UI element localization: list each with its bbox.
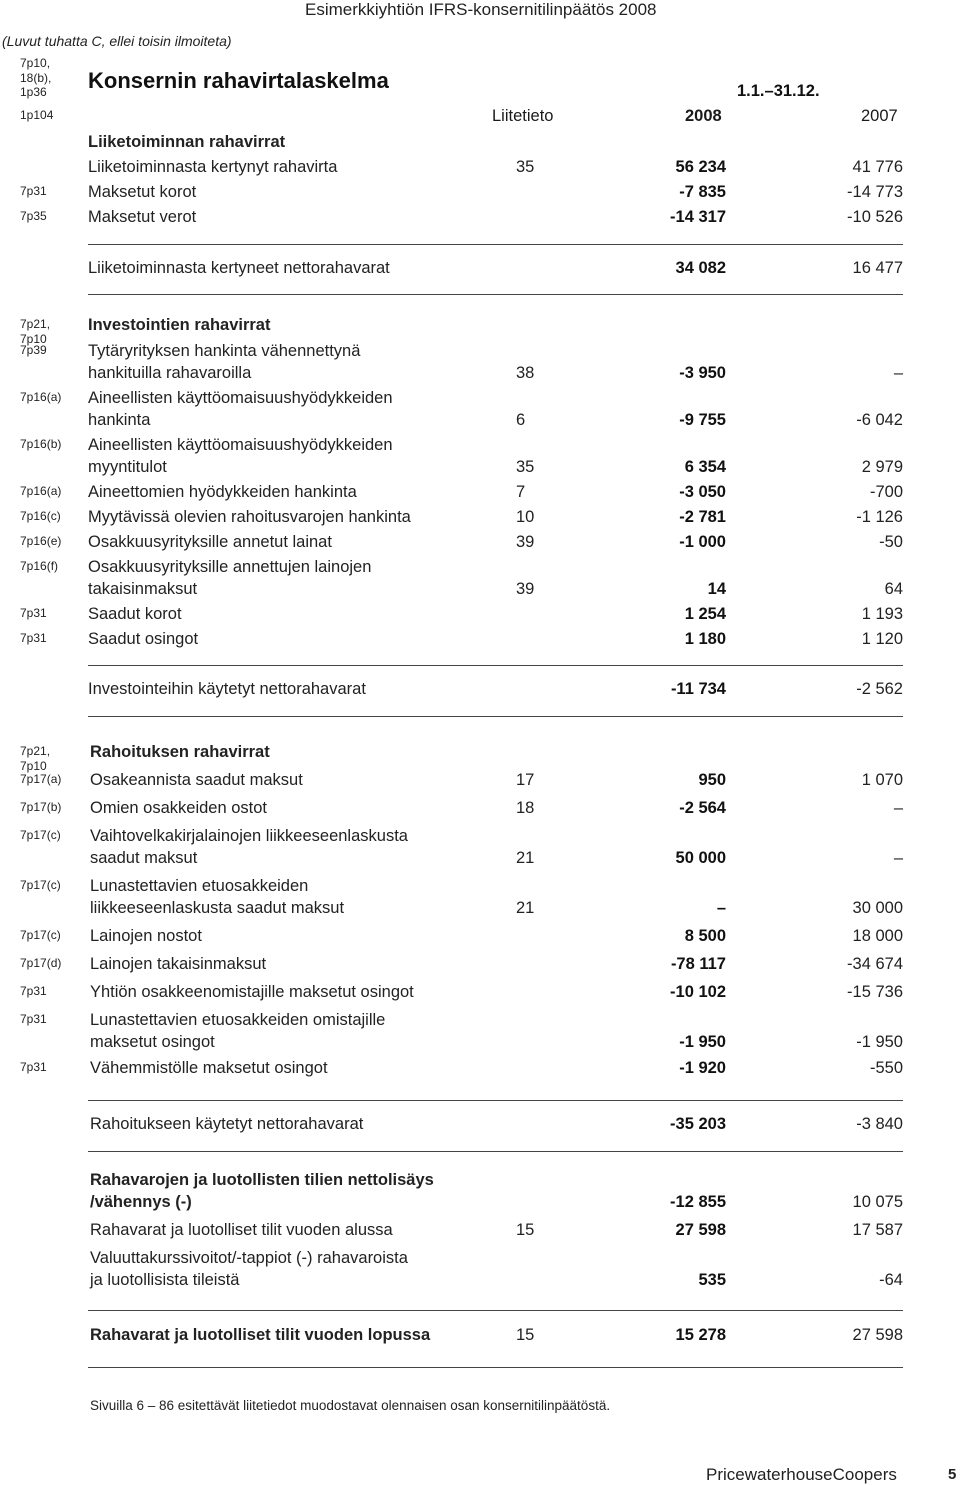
row-value-2007: -550	[869, 1059, 903, 1077]
row-reference: 7p17(b)	[20, 800, 62, 814]
row-value-2008: -3 050	[679, 483, 726, 501]
row-value-2007: -50	[879, 533, 903, 551]
row-label: Myytävissä olevien rahoitusvarojen hankinta	[88, 508, 411, 526]
row-value-2007: 2 979	[861, 458, 903, 476]
row-label: Osakkuusyrityksille annettujen lainojen takaisinmaksut	[88, 558, 372, 598]
row-value-2007: 64	[884, 580, 903, 598]
row-label: Investointeihin käytetyt nettorahavarat	[88, 680, 366, 698]
row-label: Lainojen takaisinmaksut	[90, 955, 267, 973]
row-value-2007: –	[893, 364, 903, 382]
row-label: Aineellisten käyttöomaisuushyödykkeiden hankinta	[88, 389, 393, 429]
row-value-2007: 16 477	[852, 259, 903, 277]
row-value-2008: -1 000	[679, 533, 726, 551]
row-note: 15	[516, 1326, 535, 1344]
row-reference: 7p17(c)	[20, 928, 61, 942]
row-value-2007: -15 736	[847, 983, 903, 1001]
row-reference: 7p31	[20, 184, 47, 198]
row-value-2008: -78 117	[670, 955, 726, 973]
row-value-2007: –	[893, 849, 903, 867]
row-value-2007: 27 598	[852, 1326, 903, 1344]
row-reference: 7p16(b)	[20, 437, 62, 451]
row-label: Rahavarojen ja luotollisten tilien nettolisäys /vähennys (-)	[90, 1171, 434, 1211]
divider	[88, 1100, 903, 1101]
row-value-2007: -6 042	[856, 411, 903, 429]
row-reference: 7p31	[20, 631, 47, 645]
row-value-2008: -2 564	[679, 799, 726, 817]
row-label: Investointien rahavirrat	[88, 316, 271, 334]
row-label: Osakeannista saadut maksut	[90, 771, 303, 789]
row-note: 10	[516, 508, 535, 526]
row-value-2008: 950	[698, 771, 726, 789]
row-value-2007: -1 126	[856, 508, 903, 526]
row-note: 7	[516, 483, 526, 501]
divider	[88, 1367, 903, 1368]
column-header-note: Liitetieto	[492, 107, 554, 125]
row-label: Vaihtovelkakirjalainojen liikkeeseenlaskusta saadut maksut	[90, 827, 408, 867]
row-reference: 7p35	[20, 209, 47, 223]
row-label: Rahavarat ja luotolliset tilit vuoden lopussa	[90, 1326, 431, 1344]
row-label: Liiketoiminnasta kertyneet nettorahavarat	[88, 259, 390, 277]
row-value-2008: -3 950	[679, 364, 726, 382]
row-note: 39	[516, 580, 535, 598]
row-reference: 7p17(c)	[20, 828, 61, 842]
row-reference: 7p39	[20, 343, 47, 357]
row-reference: 7p31	[20, 1060, 47, 1074]
row-value-2008: -1 950	[679, 1033, 726, 1051]
row-label: Yhtiön osakkeenomistajille maksetut osingot	[90, 983, 414, 1001]
row-label: Osakkuusyrityksille annetut lainat	[88, 533, 332, 551]
row-value-2007: 1 193	[861, 605, 903, 623]
row-note: 35	[516, 158, 535, 176]
row-label: Liiketoiminnasta kertynyt rahavirta	[88, 158, 338, 176]
row-label: Liiketoiminnan rahavirrat	[88, 133, 286, 151]
row-value-2008: 15 278	[675, 1326, 726, 1344]
row-value-2008: -1 920	[679, 1059, 726, 1077]
row-label: Vähemmistölle maksetut osingot	[90, 1059, 328, 1077]
row-value-2007: -14 773	[847, 183, 903, 201]
row-value-2007: -10 526	[847, 208, 903, 226]
row-note: 35	[516, 458, 535, 476]
column-header-2007: 2007	[861, 107, 898, 125]
row-value-2008: 50 000	[675, 849, 726, 867]
row-value-2008: -11 734	[670, 680, 726, 698]
row-label: Maksetut verot	[88, 208, 197, 226]
row-note: 18	[516, 799, 535, 817]
row-reference: 7p17(d)	[20, 956, 62, 970]
row-value-2008: 535	[698, 1271, 726, 1289]
divider	[88, 244, 903, 245]
row-value-2008: 6 354	[684, 458, 726, 476]
row-value-2007: -700	[869, 483, 903, 501]
divider	[88, 665, 903, 666]
row-label: Rahavarat ja luotolliset tilit vuoden alussa	[90, 1221, 393, 1239]
row-label: Lainojen nostot	[90, 927, 202, 945]
column-header-2008: 2008	[685, 107, 722, 125]
row-value-2008: 1 254	[684, 605, 726, 623]
period-label: 1.1.–31.12.	[737, 82, 820, 100]
footer-brand: PricewaterhouseCoopers	[706, 1465, 897, 1484]
row-value-2007: 18 000	[852, 927, 903, 945]
row-reference: 7p31	[20, 606, 47, 620]
row-note: 6	[516, 411, 526, 429]
footnote: Sivuilla 6 – 86 esitettävät liitetiedot muodostavat olennaisen osan konsernitilinpäätöstä.	[90, 1398, 611, 1413]
row-label: Maksetut korot	[88, 183, 197, 201]
row-note: 21	[516, 899, 535, 917]
row-label: Omien osakkeiden ostot	[90, 799, 268, 817]
report-header-title: Esimerkkiyhtiön IFRS-konsernitilinpäätös 2008	[305, 0, 657, 19]
row-value-2007: 10 075	[852, 1193, 903, 1211]
row-label: Lunastettavien etuosakkeiden omistajille maksetut osingot	[90, 1011, 386, 1051]
row-value-2008: -14 317	[670, 208, 726, 226]
row-label: Saadut korot	[88, 605, 182, 623]
row-label: Lunastettavien etuosakkeiden liikkeeseenlaskusta saadut maksut	[90, 877, 345, 917]
row-value-2007: -34 674	[847, 955, 903, 973]
row-reference: 7p16(e)	[20, 534, 62, 548]
row-value-2007: -64	[879, 1271, 903, 1289]
divider	[88, 1310, 903, 1311]
row-label: Rahoituksen rahavirrat	[90, 743, 270, 761]
row-reference: 7p21, 7p10	[20, 317, 51, 346]
column-header-reference: 1p104	[20, 108, 54, 122]
row-value-2007: 1 120	[861, 630, 903, 648]
row-value-2007: 41 776	[852, 158, 903, 176]
row-label: Valuuttakurssivoitot/-tappiot (-) rahavaroista ja luotollisista tileistä	[90, 1249, 408, 1289]
units-note: (Luvut tuhatta C, ellei toisin ilmoiteta)	[2, 33, 232, 49]
row-value-2008: -2 781	[679, 508, 726, 526]
row-value-2008: 14	[707, 580, 726, 598]
row-value-2007: 17 587	[852, 1221, 903, 1239]
row-reference: 7p16(f)	[20, 559, 59, 573]
row-value-2008: -35 203	[670, 1115, 726, 1133]
row-note: 38	[516, 364, 535, 382]
row-value-2008: -10 102	[670, 983, 726, 1001]
row-value-2007: -1 950	[856, 1033, 903, 1051]
row-value-2008: -12 855	[670, 1193, 726, 1211]
title-references: 7p10, 18(b), 1p36	[20, 56, 52, 99]
row-reference: 7p16(a)	[20, 484, 62, 498]
row-value-2007: 1 070	[861, 771, 903, 789]
row-reference: 7p16(c)	[20, 509, 61, 523]
row-label: Tytäryrityksen hankinta vähennettynä hankituilla rahavaroilla	[88, 342, 361, 382]
row-note: 39	[516, 533, 535, 551]
row-value-2008: -9 755	[679, 411, 726, 429]
row-label: Saadut osingot	[88, 630, 199, 648]
row-value-2008: 1 180	[684, 630, 726, 648]
row-reference: 7p16(a)	[20, 390, 62, 404]
row-reference: 7p17(c)	[20, 878, 61, 892]
divider	[88, 294, 903, 295]
page-number: 5	[948, 1466, 957, 1483]
row-reference: 7p21, 7p10	[20, 744, 51, 773]
row-label: Rahoitukseen käytetyt nettorahavarat	[90, 1115, 364, 1133]
row-value-2008: 8 500	[684, 927, 726, 945]
row-label: Aineettomien hyödykkeiden hankinta	[88, 483, 357, 501]
row-reference: 7p17(a)	[20, 772, 62, 786]
row-reference: 7p31	[20, 984, 47, 998]
statement-title: Konsernin rahavirtalaskelma	[88, 68, 389, 93]
divider	[88, 1151, 903, 1152]
row-value-2008: –	[716, 899, 726, 917]
row-label: Aineellisten käyttöomaisuushyödykkeiden myyntitulot	[88, 436, 393, 476]
row-note: 15	[516, 1221, 535, 1239]
row-value-2007: -2 562	[856, 680, 903, 698]
row-value-2007: -3 840	[856, 1115, 903, 1133]
row-value-2008: -7 835	[679, 183, 726, 201]
row-value-2008: 27 598	[675, 1221, 726, 1239]
row-value-2007: 30 000	[852, 899, 903, 917]
row-reference: 7p31	[20, 1012, 47, 1026]
row-value-2008: 56 234	[675, 158, 726, 176]
row-value-2008: 34 082	[675, 259, 726, 277]
divider	[88, 716, 903, 717]
row-note: 21	[516, 849, 535, 867]
row-note: 17	[516, 771, 535, 789]
row-value-2007: –	[893, 799, 903, 817]
